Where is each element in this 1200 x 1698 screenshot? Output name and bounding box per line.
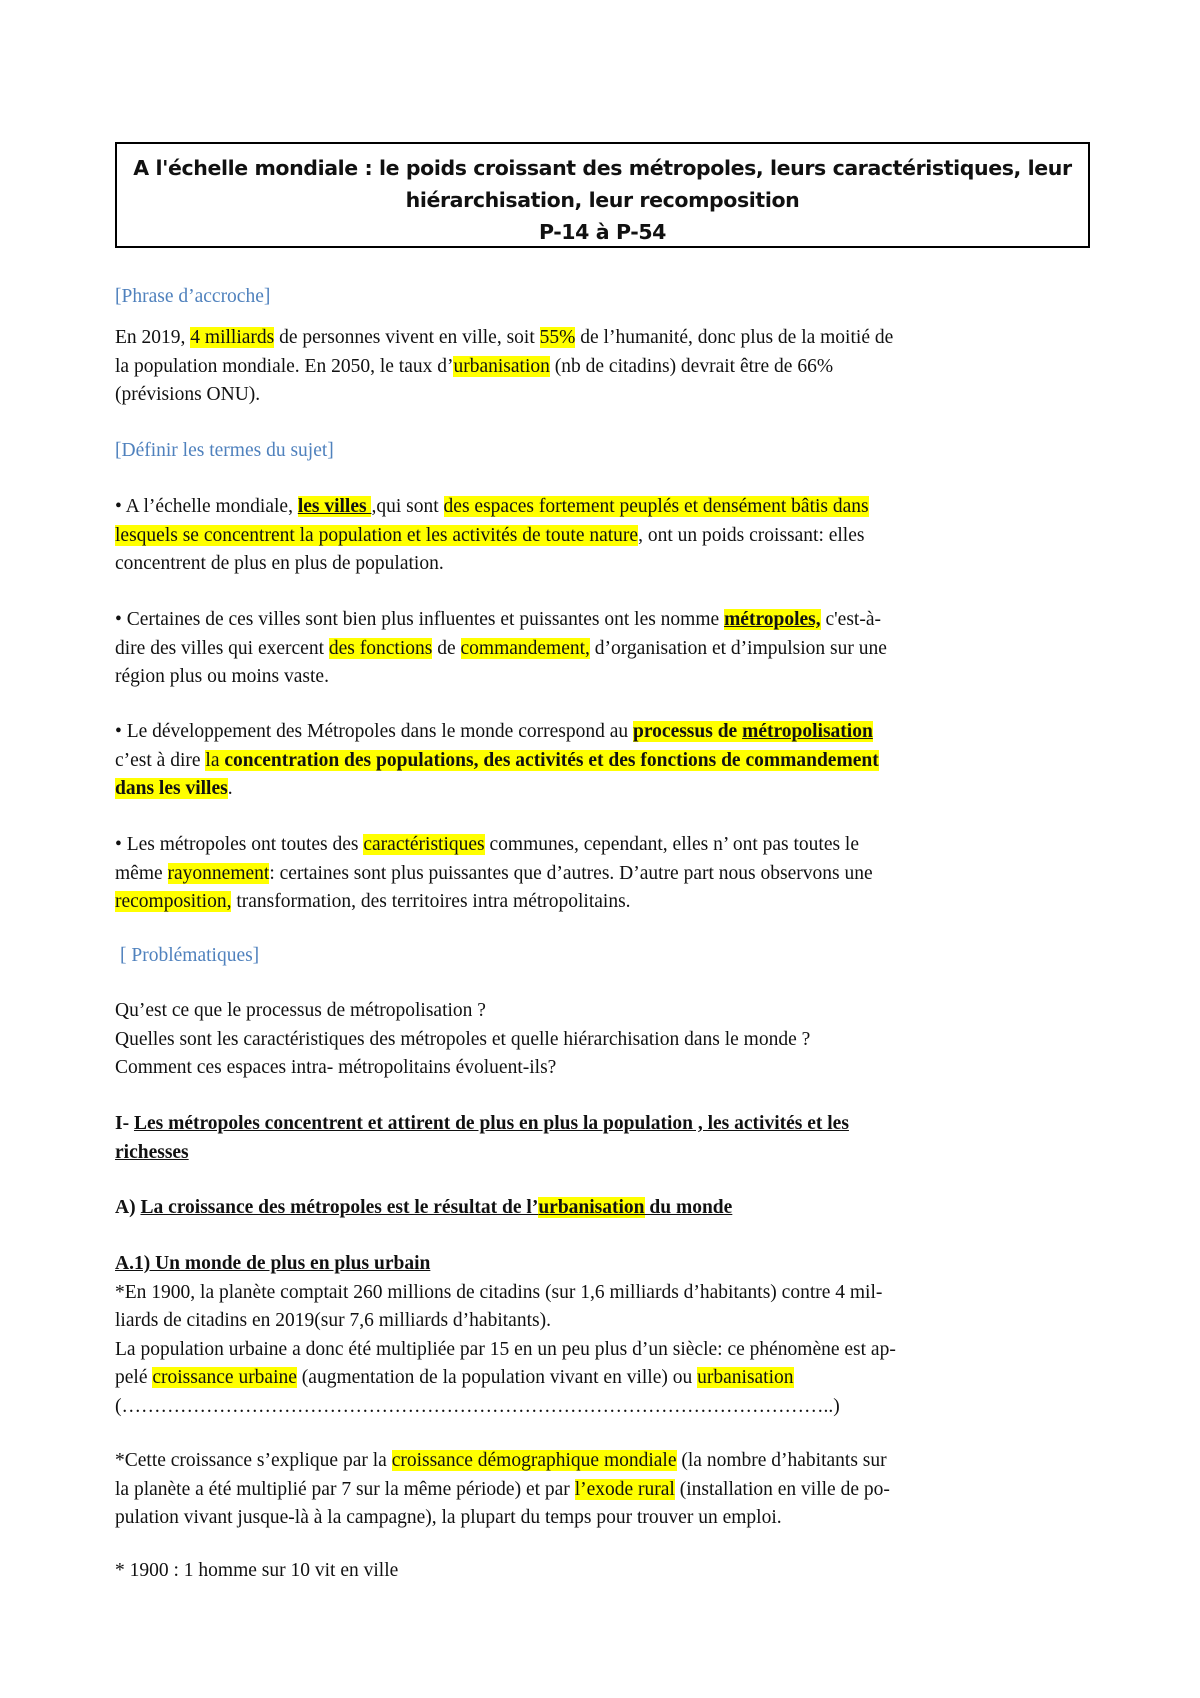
definir-p3-line-2: c’est à dire la concentration des populations, des activités et des fonctions de commandement	[115, 749, 879, 771]
highlight: croissance urbaine	[152, 1367, 297, 1388]
definir-p2-line-1: • Certaines de ces villes sont bien plus influentes et puissantes ont les nomme métropoles, c'est-à-	[115, 609, 881, 630]
highlight: croissance démographique mondiale	[391, 1450, 677, 1471]
section-1-heading: I- Les métropoles concentrent et attirent de plus en plus la population , les activités et les richesses	[115, 1110, 1095, 1167]
definir-p3-line-3: dans les villes.	[115, 778, 233, 799]
accroche-line-3: (prévisions ONU).	[115, 384, 261, 405]
definir-paragraph-2	[115, 606, 1095, 692]
highlight: métropoles,	[724, 609, 821, 630]
section-a1-paragraph-2	[115, 1447, 1095, 1533]
highlight: des espaces fortement peuplés et densément bâtis dans	[443, 496, 869, 517]
highlight: caractéristiques	[363, 834, 485, 855]
a1-line-3: La population urbaine a donc été multipliée par 15 en un peu plus d’un siècle: ce phénomène est ap-	[115, 1338, 896, 1360]
highlight: urbanisation	[453, 355, 550, 377]
highlight: l’exode rural	[574, 1478, 675, 1500]
problematiques-list	[115, 997, 1095, 1083]
highlight: concentration des populations, des activités et des fonctions de commandement	[224, 749, 879, 771]
section-1-title: Les métropoles concentrent et attirent de plus en plus la population , les activités et les	[133, 1113, 849, 1134]
definir-p3-line-1: • Le développement des Métropoles dans le monde correspond au processus de métropolisation	[115, 721, 873, 742]
a1-line-2: liards de citadins en 2019(sur 7,6 milliards d’habitants).	[115, 1310, 551, 1331]
question-3: Comment ces espaces intra- métropolitains évoluent-ils?	[115, 1057, 557, 1078]
highlight: lesquels se concentrent la population et les activités de toute nature	[115, 524, 639, 546]
section-1-title-cont: richesses	[115, 1141, 189, 1163]
highlight: processus de	[633, 721, 743, 742]
section-a-heading: A) La croissance des métropoles est le résultat de l’urbanisation du monde	[115, 1197, 733, 1218]
highlight: recomposition,	[115, 891, 232, 912]
definir-p4-line-3: recomposition, transformation, des territoires intra métropolitains.	[115, 891, 631, 912]
definir-label: [Définir les termes du sujet]	[115, 440, 334, 461]
definir-p1-line-2: lesquels se concentrent la population et les activités de toute nature, ont un poids croissant: elles	[115, 524, 865, 546]
accroche-paragraph	[115, 324, 1095, 410]
section-a1-title: A.1) Un monde de plus en plus urbain	[115, 1253, 431, 1274]
definir-p4-line-2: même rayonnement: certaines sont plus puissantes que d’autres. D’autre part nous observons une	[115, 862, 873, 884]
highlight: métropolisation	[742, 721, 873, 742]
definir-p4-line-1: • Les métropoles ont toutes des caractéristiques communes, cependant, elles n’ ont pas toutes le	[115, 834, 860, 855]
title-line-1: A l'échelle mondiale : le poids croissant des métropoles, leurs caractéristiques, leur	[133, 156, 1072, 180]
a1-line-5: (………………………………………………………………………………………………..)	[115, 1395, 840, 1417]
highlight: urbanisation	[538, 1197, 645, 1218]
definir-p1-line-1: • A l’échelle mondiale, les villes ,qui sont des espaces fortement peuplés et densément bâtis dans	[115, 496, 869, 517]
highlight: les villes	[297, 496, 372, 517]
highlight: urbanisation	[697, 1367, 794, 1388]
definir-section	[115, 437, 1095, 466]
section-a1	[115, 1250, 1095, 1421]
highlight: commandement,	[460, 637, 590, 659]
a1-p2-line-1: *Cette croissance s’explique par la croissance démographique mondiale (la nombre d’habitants sur	[115, 1450, 887, 1471]
a1-line-4: pelé croissance urbaine (augmentation de la population vivant en ville) ou urbanisation	[115, 1367, 794, 1388]
definir-p2-line-2: dire des villes qui exercent des fonctions de commandement, d’organisation et d’impulsion sur une	[115, 637, 887, 659]
a1-p2-line-3: pulation vivant jusque-là à la campagne), la plupart du temps pour trouver un emploi.	[115, 1507, 782, 1528]
definir-paragraph-3	[115, 718, 1095, 804]
question-2: Quelles sont les caractéristiques des métropoles et quelle hiérarchisation dans le monde ?	[115, 1028, 811, 1050]
title-line-2: hiérarchisation, leur recomposition	[405, 188, 800, 212]
highlight: dans les villes	[115, 778, 228, 799]
section-a1-paragraph-3	[115, 1557, 1095, 1586]
highlight: la	[205, 749, 225, 771]
highlight: rayonnement	[167, 862, 270, 884]
a1-line-1: *En 1900, la planète comptait 260 millions de citadins (sur 1,6 milliards d’habitants) contre 4 mil-	[115, 1281, 883, 1303]
title-box	[115, 142, 1090, 248]
title-line-3: P-14 à P-54	[538, 220, 667, 244]
definir-p1-line-3: concentrent de plus en plus de population.	[115, 553, 444, 574]
definir-p2-line-3: région plus ou moins vaste.	[115, 666, 329, 687]
highlight: 55%	[539, 327, 576, 348]
definir-paragraph-1	[115, 493, 1095, 579]
accroche-line-1: En 2019, 4 milliards de personnes vivent en ville, soit 55% de l’humanité, donc plus de la moitié de	[115, 327, 894, 348]
a1-p2-line-2: la planète a été multiplié par 7 sur la même période) et par l’exode rural (installation en ville de po-	[115, 1478, 890, 1500]
definir-paragraph-4	[115, 831, 1095, 917]
highlight: des fonctions	[328, 637, 433, 659]
accroche-line-2: la population mondiale. En 2050, le taux d’urbanisation (nb de citadins) devrait être de 66%	[115, 355, 834, 377]
problematiques-label: [ Problématiques]	[120, 945, 260, 966]
accroche-section	[115, 283, 1095, 312]
a1-p3-line-1: * 1900 : 1 homme sur 10 vit en ville	[115, 1560, 399, 1581]
accroche-label: [Phrase d’accroche]	[115, 286, 271, 307]
question-1: Qu’est ce que le processus de métropolisation ?	[115, 1000, 486, 1021]
problematiques-section	[120, 942, 1100, 971]
highlight: 4 milliards	[190, 327, 275, 348]
